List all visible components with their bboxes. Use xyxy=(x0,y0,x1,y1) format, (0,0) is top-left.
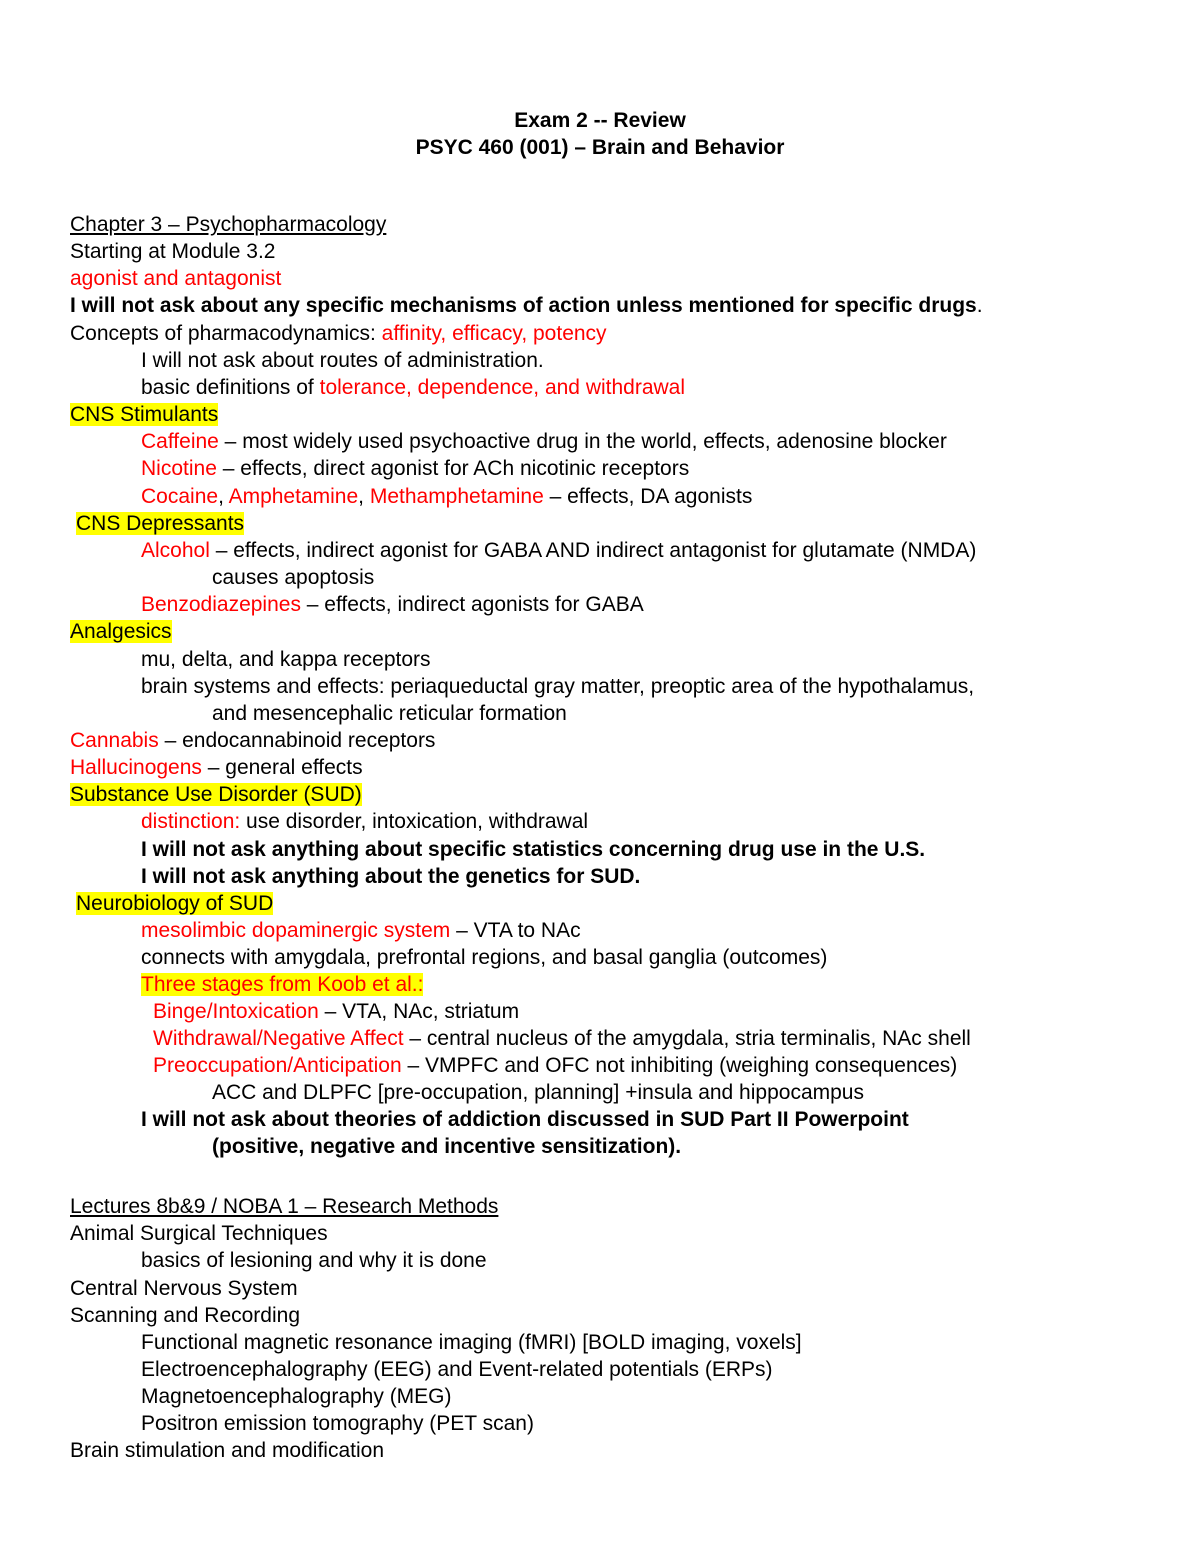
binge-line xyxy=(153,998,519,1025)
hallucinogens-term: Hallucinogens xyxy=(70,756,202,779)
cocaine-line xyxy=(141,483,752,510)
start-note: Starting at Module 3.2 xyxy=(70,240,276,263)
pharmacodynamics-label: Concepts of pharmacodynamics: xyxy=(70,322,382,345)
binge-desc: – VTA, NAc, striatum xyxy=(318,1000,520,1023)
preocc-term: Preoccupation/Anticipation xyxy=(153,1054,402,1077)
alcohol-line xyxy=(141,537,976,564)
amphetamine-term: Amphetamine xyxy=(228,485,359,508)
analgesics-heading-text: Analgesics xyxy=(70,620,172,643)
neuro-heading-text: Neurobiology of SUD xyxy=(76,892,274,915)
lesion-line: basics of lesioning and why it is done xyxy=(141,1249,487,1272)
agonist-topic: agonist and antagonist xyxy=(70,267,282,290)
withdrawal-term: Withdrawal/Negative Affect xyxy=(153,1027,404,1050)
animal-line: Animal Surgical Techniques xyxy=(70,1222,328,1245)
cocaine-term: Cocaine xyxy=(141,485,219,508)
cns-line: Central Nervous System xyxy=(70,1277,298,1300)
no-mechanism-period: . xyxy=(976,294,983,317)
preocc-cont: ACC and DLPFC [pre-occupation, planning] +insula and hippocampus xyxy=(212,1081,864,1104)
caffeine-desc: – most widely used psychoactive drug in the world, effects, adenosine blocker xyxy=(218,430,947,453)
benzo-desc: – effects, indirect agonists for GABA xyxy=(300,593,644,616)
systems-cont: and mesencephalic reticular formation xyxy=(212,702,567,725)
stimulants-heading xyxy=(70,401,218,428)
distinction-term: distinction: xyxy=(141,810,241,833)
no-mechanism-text: I will not ask about any specific mechanisms of action unless mentioned for specific drugs xyxy=(70,294,977,317)
basic-definitions-line xyxy=(141,374,685,401)
fmri-line: Functional magnetic resonance imaging (fMRI) [BOLD imaging, voxels] xyxy=(141,1331,802,1354)
no-stats-note: I will not ask anything about specific statistics concerning drug use in the U.S. xyxy=(141,838,926,861)
benzo-line xyxy=(141,591,644,618)
sud-heading xyxy=(70,781,362,808)
preocc-desc: – VMPFC and OFC not inhibiting (weighing consequences) xyxy=(401,1054,958,1077)
no-mechanism-note xyxy=(70,292,983,319)
lectures-heading: Lectures 8b&9 / NOBA 1 – Research Methods xyxy=(70,1195,499,1218)
cannabis-term: Cannabis xyxy=(70,729,159,752)
methamphetamine-term: Methamphetamine xyxy=(369,485,544,508)
distinction-desc: use disorder, intoxication, withdrawal xyxy=(240,810,589,833)
withdrawal-line xyxy=(153,1025,971,1052)
analgesics-heading xyxy=(70,618,172,645)
pet-line: Positron emission tomography (PET scan) xyxy=(141,1412,534,1435)
nicotine-term: Nicotine xyxy=(141,457,217,480)
hallucinogens-desc: – general effects xyxy=(201,756,363,779)
basic-definitions-label: basic definitions of xyxy=(141,376,320,399)
stages-heading-text: Three stages from Koob et al.: xyxy=(141,973,424,996)
alcohol-desc: – effects, indirect agonist for GABA AND indirect antagonist for glutamate (NMDA) xyxy=(209,539,977,562)
scanning-line: Scanning and Recording xyxy=(70,1304,300,1327)
no-theories-note: I will not ask about theories of addiction discussed in SUD Part II Powerpoint xyxy=(141,1108,909,1131)
document-title: Exam 2 -- Review xyxy=(514,109,686,132)
meg-line: Magnetoencephalography (MEG) xyxy=(141,1385,452,1408)
no-theories-cont: (positive, negative and incentive sensitization). xyxy=(212,1135,682,1158)
connects-line: connects with amygdala, prefrontal regions, and basal ganglia (outcomes) xyxy=(141,946,828,969)
distinction-line xyxy=(141,808,588,835)
withdrawal-desc: – central nucleus of the amygdala, stria terminalis, NAc shell xyxy=(403,1027,971,1050)
receptors-line: mu, delta, and kappa receptors xyxy=(141,648,431,671)
eeg-line: Electroencephalography (EEG) and Event-related potentials (ERPs) xyxy=(141,1358,773,1381)
preocc-line xyxy=(153,1052,957,1079)
pharmacodynamics-line xyxy=(70,320,607,347)
neuro-heading xyxy=(76,890,273,917)
alcohol-term: Alcohol xyxy=(141,539,210,562)
depressants-heading xyxy=(76,510,244,537)
meso-desc: – VTA to NAc xyxy=(450,919,581,942)
caffeine-term: Caffeine xyxy=(141,430,219,453)
caffeine-line xyxy=(141,428,947,455)
stages-heading xyxy=(141,971,423,998)
document-subtitle: PSYC 460 (001) – Brain and Behavior xyxy=(415,136,785,159)
benzo-term: Benzodiazepines xyxy=(141,593,301,616)
systems-line: brain systems and effects: periaqueductal gray matter, preoptic area of the hypothalamus, xyxy=(141,675,975,698)
pharmacodynamics-terms: affinity, efficacy, potency xyxy=(381,322,607,345)
binge-term: Binge/Intoxication xyxy=(153,1000,319,1023)
meso-term: mesolimbic dopaminergic system xyxy=(141,919,451,942)
basic-definitions-terms: tolerance, dependence, and withdrawal xyxy=(319,376,686,399)
stimulants-heading-text: CNS Stimulants xyxy=(70,403,219,426)
stimulants-desc: – effects, DA agonists xyxy=(543,485,753,508)
no-genetics-note: I will not ask anything about the genetics for SUD. xyxy=(141,865,641,888)
alcohol-cont: causes apoptosis xyxy=(212,566,375,589)
separator: , xyxy=(218,485,229,508)
nicotine-line xyxy=(141,455,689,482)
cannabis-desc: – endocannabinoid receptors xyxy=(158,729,436,752)
nicotine-desc: – effects, direct agonist for ACh nicotinic receptors xyxy=(216,457,690,480)
chapter-heading: Chapter 3 – Psychopharmacology xyxy=(70,213,387,236)
stimulation-line: Brain stimulation and modification xyxy=(70,1439,384,1462)
depressants-heading-text: CNS Depressants xyxy=(76,512,245,535)
cannabis-line xyxy=(70,727,435,754)
separator: , xyxy=(358,485,370,508)
meso-line xyxy=(141,917,581,944)
routes-note: I will not ask about routes of administration. xyxy=(141,349,544,372)
sud-heading-text: Substance Use Disorder (SUD) xyxy=(70,783,362,806)
hallucinogens-line xyxy=(70,754,363,781)
